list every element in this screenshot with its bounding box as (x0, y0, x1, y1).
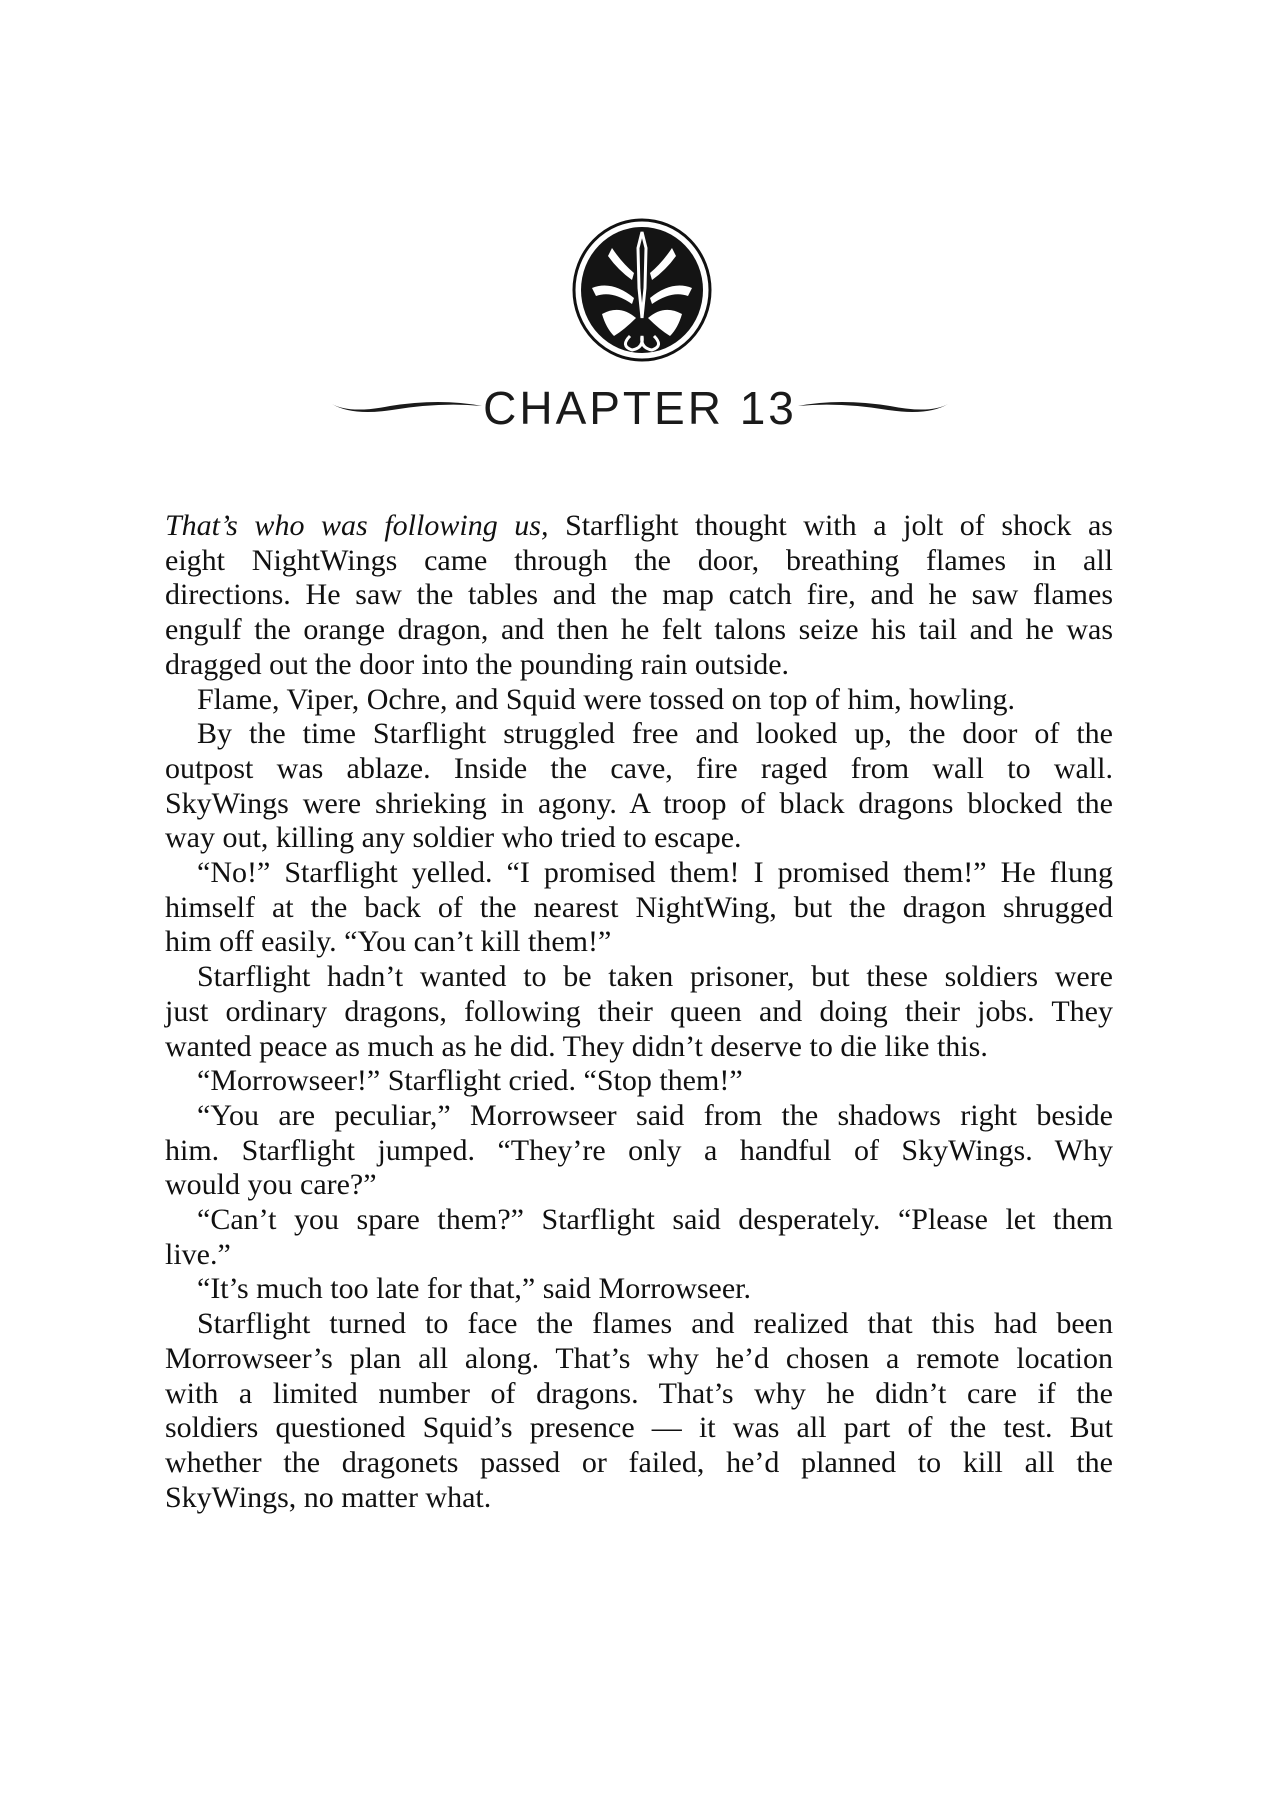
paragraph (165, 960, 1113, 1064)
text-line (165, 544, 1113, 579)
line-text: live.” (165, 1237, 231, 1271)
line-text: with a limited number of dragons. That’s why he didn’t care if the (165, 1376, 1113, 1410)
line-text: “No!” Starflight yelled. “I promised them! I promised them!” He flung (197, 856, 1113, 890)
line-text: Starflight turned to face the flames and realized that this had been (197, 1307, 1113, 1341)
line-text: “Morrowseer!” Starflight cried. “Stop them!” (197, 1064, 743, 1098)
line-text: engulf the orange dragon, and then he felt talons seize his tail and he was (165, 613, 1113, 647)
chapter-title: CHAPTER 13 (483, 382, 797, 434)
text-line (165, 787, 1113, 822)
paragraph (165, 683, 1113, 718)
line-text: “You are peculiar,” Morrowseer said from the shadows right beside (197, 1098, 1113, 1132)
line-text: Starflight hadn’t wanted to be taken prisoner, but these soldiers were (197, 960, 1113, 994)
line-text: Flame, Viper, Ochre, and Squid were tossed on top of him, howling. (197, 682, 1015, 716)
dragon-emblem-icon (572, 218, 712, 362)
text-line (165, 856, 1113, 891)
line-text: him off easily. “You can’t kill them!” (165, 925, 612, 959)
chapter-body-text (165, 509, 1113, 1515)
text-line (165, 1377, 1113, 1412)
line-text: Starflight thought with a jolt of shock as (548, 509, 1113, 542)
line-text: Morrowseer’s plan all along. That’s why he’d chosen a remote location (165, 1341, 1113, 1375)
line-text: would you care?” (165, 1168, 377, 1202)
text-line (165, 717, 1113, 752)
line-text: SkyWings were shrieking in agony. A troop of black dragons blocked the (165, 786, 1113, 820)
line-text: dragged out the door into the pounding rain outside. (165, 647, 790, 681)
text-line (165, 1168, 1113, 1203)
line-text: just ordinary dragons, following their queen and doing their jobs. They (165, 994, 1113, 1028)
text-line (165, 578, 1113, 613)
paragraph (165, 1272, 1113, 1307)
text-line (165, 1307, 1113, 1342)
line-text: himself at the back of the nearest NightWing, but the dragon shrugged (165, 890, 1113, 924)
text-line (165, 1481, 1113, 1516)
text-line (165, 613, 1113, 648)
text-line (165, 1446, 1113, 1481)
paragraph (165, 1064, 1113, 1099)
text-line (165, 1064, 1113, 1099)
paragraph (165, 509, 1113, 683)
text-line (165, 821, 1113, 856)
text-line (165, 509, 1113, 544)
text-line (165, 1238, 1113, 1273)
line-text: eight NightWings came through the door, breathing flames in all (165, 543, 1113, 577)
line-text: directions. He saw the tables and the map catch fire, and he saw flames (165, 578, 1113, 612)
chapter-heading (330, 378, 950, 438)
line-text: way out, killing any soldier who tried to escape. (165, 821, 742, 855)
text-line (165, 995, 1113, 1030)
line-text: wanted peace as much as he did. They didn’t deserve to die like this. (165, 1029, 988, 1063)
text-line (165, 891, 1113, 926)
paragraph (165, 1307, 1113, 1515)
right-swash-ornament (795, 396, 950, 416)
text-line (165, 1134, 1113, 1169)
line-text: soldiers questioned Squid’s presence — it was all part of the test. But (165, 1411, 1113, 1445)
paragraph (165, 856, 1113, 960)
text-line (165, 683, 1113, 718)
line-text: outpost was ablaze. Inside the cave, fire raged from wall to wall. (165, 751, 1113, 785)
text-line (165, 1203, 1113, 1238)
line-text: whether the dragonets passed or failed, he’d planned to kill all the (165, 1445, 1113, 1479)
paragraph (165, 717, 1113, 856)
line-text: “Can’t you spare them?” Starflight said desperately. “Please let them (197, 1203, 1113, 1237)
text-line (165, 1099, 1113, 1134)
text-line (165, 960, 1113, 995)
text-line (165, 648, 1113, 683)
text-line (165, 1030, 1113, 1065)
line-text: SkyWings, no matter what. (165, 1480, 492, 1514)
line-text: “It’s much too late for that,” said Morrowseer. (197, 1272, 752, 1306)
paragraph (165, 1203, 1113, 1272)
text-line (165, 925, 1113, 960)
text-line (165, 752, 1113, 787)
text-line (165, 1411, 1113, 1446)
text-line (165, 1272, 1113, 1307)
italic-thought: That’s who was following us, (165, 509, 549, 542)
line-text: him. Starflight jumped. “They’re only a handful of SkyWings. Why (165, 1133, 1113, 1167)
line-text: By the time Starflight struggled free and looked up, the door of the (197, 717, 1113, 751)
text-line (165, 1342, 1113, 1377)
paragraph (165, 1099, 1113, 1203)
